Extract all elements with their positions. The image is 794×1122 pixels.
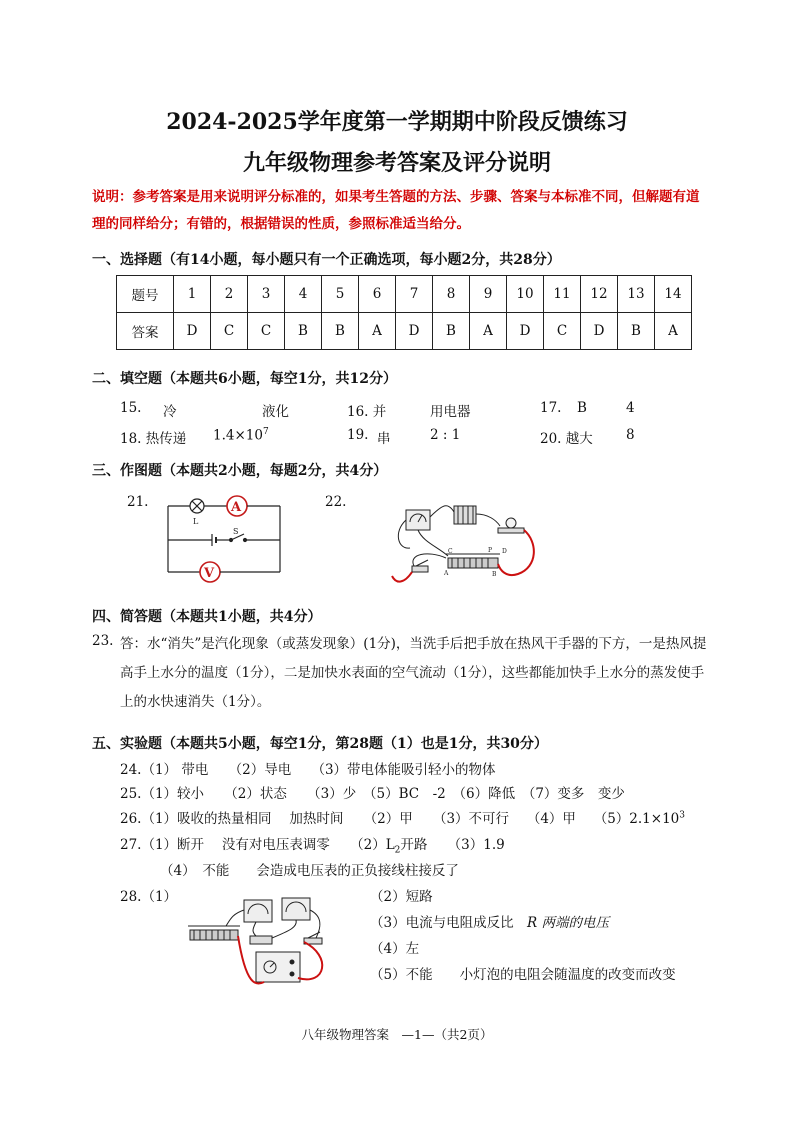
table-cell: 8 <box>433 276 470 313</box>
table-cell: 3 <box>248 276 285 313</box>
q27-answer-a: 27.（1）断开 没有对电压表调零 （2）L <box>120 837 395 853</box>
voltmeter-icon <box>406 510 430 530</box>
q28-answer-3a: （3）电流与电阻成反比 <box>370 915 514 931</box>
table-cell: 2 <box>211 276 248 313</box>
scoring-note: 说明：参考答案是用来说明评分标准的，如果考生答题的方法、步骤、答案与本标准不同，但解题有道理的同样给分；有错的，根据错误的性质，参照标准适当给分。 <box>92 189 700 232</box>
q15-answer-a: 冷 <box>163 404 177 420</box>
resistor-icon <box>250 936 272 944</box>
section4-heading: 四、简答题（本题共1小题，共4分） <box>92 609 322 625</box>
switch-icon <box>412 566 428 572</box>
section2-heading: 二、填空题（本题共6小题，每空1分，共12分） <box>92 371 397 387</box>
q28-answer-2: （2）短路 <box>370 889 433 905</box>
bulb-icon <box>506 518 516 528</box>
row-label: 题号 <box>117 276 174 313</box>
q18-answer <box>213 427 269 444</box>
q23-answer: 答：水“消失”是汽化现象（或蒸发现象）(1分)，当洗手后把手放在热风干手器的下方，一是热风提高手上水分的温度（1分），二是加快水表面的空气流动（1分），这些都能加快手上水分的蒸发使手上的水快速消失（1分）。 <box>120 636 707 710</box>
table-cell: 13 <box>618 276 655 313</box>
q20-num: 20. 越大 <box>540 431 593 447</box>
q19-num: 19. <box>347 427 369 443</box>
q18-num: 18. 热传递 <box>120 431 187 447</box>
switch-label: S <box>233 527 239 536</box>
table-cell: 11 <box>544 276 581 313</box>
q16-answer: 用电器 <box>430 404 471 420</box>
ammeter-label: A <box>231 500 242 515</box>
q17-answer-b: 4 <box>626 400 635 416</box>
table-cell: D <box>507 313 544 350</box>
page-subtitle: 九年级物理参考答案及评分说明 <box>242 150 551 176</box>
diagram-label-c: C <box>448 548 453 555</box>
table-cell: 14 <box>655 276 692 313</box>
q24-answer: 24.（1） 带电 （2）导电 （3）带电体能吸引轻小的物体 <box>120 762 496 778</box>
page-title: 2024-2025学年度第一学期期中阶段反馈练习 <box>166 109 628 135</box>
page-footer: 八年级物理答案 —1—（共2页） <box>301 1027 493 1042</box>
section3-heading: 三、作图题（本题共2小题，每题2分，共4分） <box>92 463 388 479</box>
q28-answer-3b: R 两端的电压 <box>527 915 609 931</box>
voltmeter-label: V <box>204 566 215 581</box>
q19-answer-a: 串 <box>377 431 391 447</box>
q26-answer-exp: 3 <box>679 810 685 821</box>
power-supply-icon <box>256 952 300 982</box>
table-cell: 10 <box>507 276 544 313</box>
q22-num: 22. <box>325 494 347 510</box>
table-cell: 1 <box>174 276 211 313</box>
q22-wiring-diagram <box>388 492 548 587</box>
q27-answer-b: 开路 （3）1.9 <box>400 837 505 853</box>
table-cell: B <box>433 313 470 350</box>
row-label: 答案 <box>117 313 174 350</box>
table-row-numbers <box>117 276 692 313</box>
rheostat-icon <box>448 558 498 568</box>
q26-answer-main: 26.（1）吸收的热量相同 加热时间 （2）甲 （3）不可行 （4）甲 （5）2.1×10 <box>120 811 680 827</box>
q16-num: 16. 并 <box>347 404 387 420</box>
table-cell: 6 <box>359 276 396 313</box>
q21-circuit-diagram <box>160 490 290 585</box>
q28-wiring-diagram <box>186 886 336 996</box>
table-row-answers <box>117 313 692 350</box>
q18-answer-base: 1.4×10 <box>213 427 263 444</box>
table-cell: A <box>359 313 396 350</box>
diagram-label-d: D <box>502 548 507 555</box>
lamp-label: L <box>193 517 199 526</box>
q25-answer: 25.（1）较小 （2）状态 （3）少 （5）BC -2 （6）降低 （7）变多 变少 <box>120 786 625 802</box>
table-cell: D <box>396 313 433 350</box>
table-cell: C <box>544 313 581 350</box>
diagram-label-a: A <box>444 570 449 577</box>
table-cell: B <box>322 313 359 350</box>
table-cell: A <box>655 313 692 350</box>
q21-num: 21. <box>127 494 149 510</box>
q17-answer-a: B <box>577 400 587 416</box>
rheostat-icon <box>190 930 238 940</box>
q18-answer-exp: 7 <box>262 427 269 437</box>
table-cell: C <box>248 313 285 350</box>
q20-answer: 8 <box>626 427 635 443</box>
q15-answer-b: 液化 <box>262 404 289 420</box>
q19-answer-b: 2 : 1 <box>430 427 461 443</box>
section1-heading: 一、选择题（有14小题，每小题只有一个正确选项，每小题2分，共28分） <box>92 252 561 268</box>
table-cell: D <box>581 313 618 350</box>
table-cell: A <box>470 313 507 350</box>
table-cell: 9 <box>470 276 507 313</box>
table-cell: 12 <box>581 276 618 313</box>
table-cell: B <box>618 313 655 350</box>
table-cell: 4 <box>285 276 322 313</box>
q28-num: 28.（1） <box>120 889 178 905</box>
q15-num: 15. <box>120 400 142 416</box>
diagram-label-b: B <box>492 571 497 578</box>
table-cell: 5 <box>322 276 359 313</box>
q28-answer-5: （5）不能 小灯泡的电阻会随温度的改变而改变 <box>370 967 676 983</box>
answer-table <box>116 275 692 350</box>
q27-answer-sub: 2 <box>394 845 401 856</box>
q28-answer-4: （4）左 <box>370 941 420 957</box>
q27-answer <box>120 833 505 856</box>
table-cell: D <box>174 313 211 350</box>
table-cell: C <box>211 313 248 350</box>
table-cell: B <box>285 313 322 350</box>
diagram-label-p: P <box>488 547 493 554</box>
q27-answer-line2: （4） 不能 会造成电压表的正负接线柱接反了 <box>160 863 459 879</box>
q23-num: 23. <box>92 633 114 649</box>
section5-heading: 五、实验题（本题共5小题，每空1分，第28题（1）也是1分，共30分） <box>92 736 548 752</box>
q26-answer <box>120 807 685 827</box>
q17-num: 17. <box>540 400 562 416</box>
table-cell: 7 <box>396 276 433 313</box>
